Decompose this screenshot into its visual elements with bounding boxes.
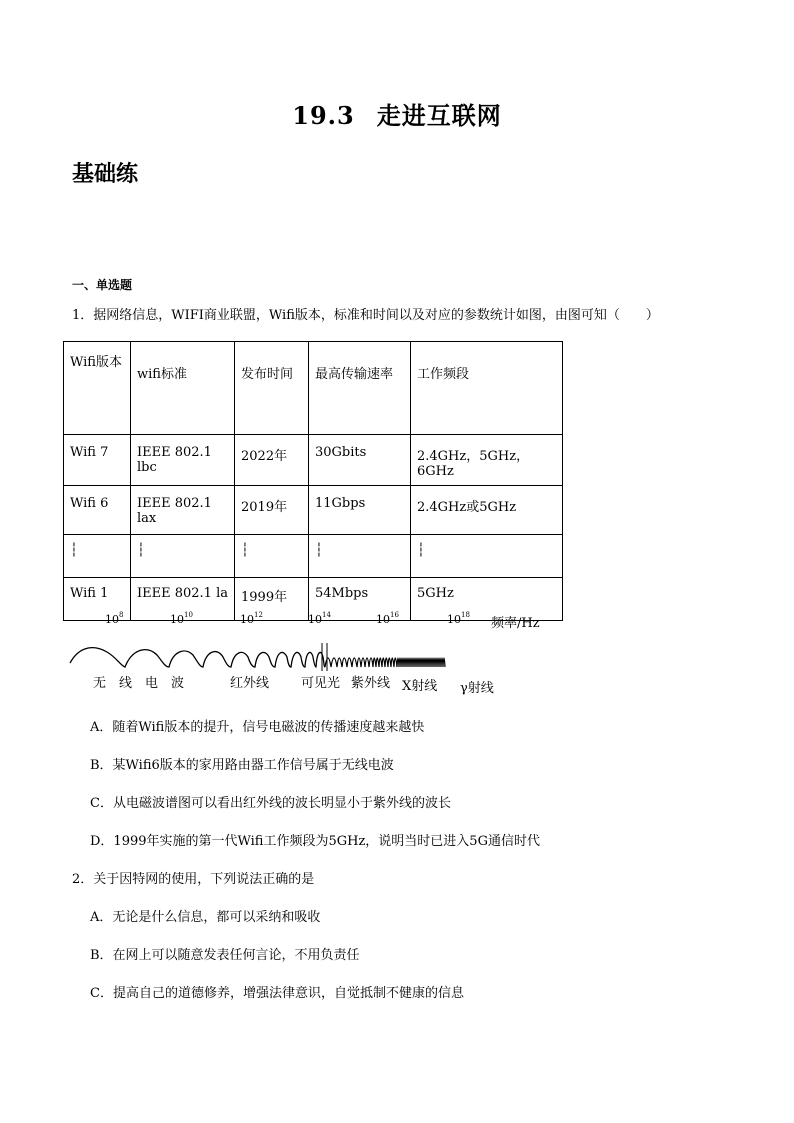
freq-exponent: 14 [322,611,331,619]
freq-exponent: 10 [184,611,193,619]
table-cell: ┆ [411,535,563,578]
table-cell: 2.4GHz，5GHz，6GHz [411,435,563,486]
q2-option-a: A．无论是什么信息，都可以采纳和吸收 [90,910,321,925]
freq-base: 10 [170,613,184,626]
table-header: 工作频段 [411,342,563,435]
freq-exponent: 18 [461,611,470,619]
band-label: 红外线 [230,676,270,691]
freq-base: 10 [240,613,254,626]
table-cell: 5GHz [411,578,563,621]
table-cell: Wifi 7 [64,435,131,486]
freq-base: 10 [105,613,119,626]
table-row [64,435,563,486]
band-label: X射线 [402,679,438,694]
q1-option-d: D．1999年实施的第一代Wifi工作频段为5GHz，说明当时已进入5G通信时代 [90,834,540,849]
freq-label [376,611,399,626]
table-row [64,535,563,578]
freq-base: 10 [376,613,390,626]
freq-base: 10 [308,613,322,626]
band-label: 无 线 电 波 [93,676,185,691]
freq-label [105,611,123,626]
table-cell: IEEE 802.1 lbc [131,435,235,486]
q1-option-c: C．从电磁波谱图可以看出红外线的波长明显小于紫外线的波长 [90,796,451,811]
freq-base: 10 [447,613,461,626]
page-title [0,96,794,131]
q2-option-c: C．提高自己的道德修养，增强法律意识，自觉抵制不健康的信息 [90,986,464,1001]
table-cell: Wifi 1 [64,578,131,621]
freq-label [447,611,470,626]
section-number: 19.3 [292,101,355,130]
table-cell: 30Gbits [309,435,411,486]
freq-label [308,611,331,626]
freq-unit: 频率/Hz [491,616,540,631]
freq-exponent: 8 [119,611,124,619]
q1-option-a: A．随着Wifi版本的提升，信号电磁波的传播速度越来越快 [90,720,425,735]
freq-exponent: 16 [390,611,399,619]
table-header-row [64,342,563,435]
table-cell: IEEE 802.1 la [131,578,235,621]
table-cell: 1999年 [235,578,309,621]
wave-curve-high-frequency [325,658,445,667]
table-cell: 2022年 [235,435,309,486]
freq-exponent: 12 [254,611,263,619]
table-cell: 54Mbps [309,578,411,621]
band-label: γ射线 [460,681,494,696]
table-row [64,486,563,535]
band-label: 可见光 [301,676,341,691]
band-label: 紫外线 [351,676,391,691]
section-heading: 一、单选题 [72,278,133,292]
freq-label [240,611,263,626]
question-1-stem: 1．据网络信息，WIFI商业联盟，Wifi版本，标准和时间以及对应的参数统计如图，由图可知（ ） [72,308,659,323]
table-header: Wifi版本 [64,342,131,435]
table-cell: ┆ [131,535,235,578]
em-spectrum-diagram [65,605,565,700]
wave-curve [70,648,325,667]
table-cell: 11Gbps [309,486,411,535]
table-cell: ┆ [235,535,309,578]
table-cell: Wifi 6 [64,486,131,535]
title-text: 走进互联网 [376,101,502,130]
q1-option-b: B．某Wifi6版本的家用路由器工作信号属于无线电波 [90,758,394,773]
table-cell: ┆ [64,535,131,578]
subtitle: 基础练 [72,162,139,187]
q2-option-b: B．在网上可以随意发表任何言论，不用负责任 [90,948,360,963]
question-2-stem: 2．关于因特网的使用，下列说法正确的是 [72,872,315,887]
table-cell: 2019年 [235,486,309,535]
table-cell: 2.4GHz或5GHz [411,486,563,535]
table-header: 发布时间 [235,342,309,435]
wifi-table [63,341,563,621]
table-cell: ┆ [309,535,411,578]
table-cell: IEEE 802.1 lax [131,486,235,535]
table-header: wifi标准 [131,342,235,435]
table-header: 最高传输速率 [309,342,411,435]
freq-label [170,611,193,626]
